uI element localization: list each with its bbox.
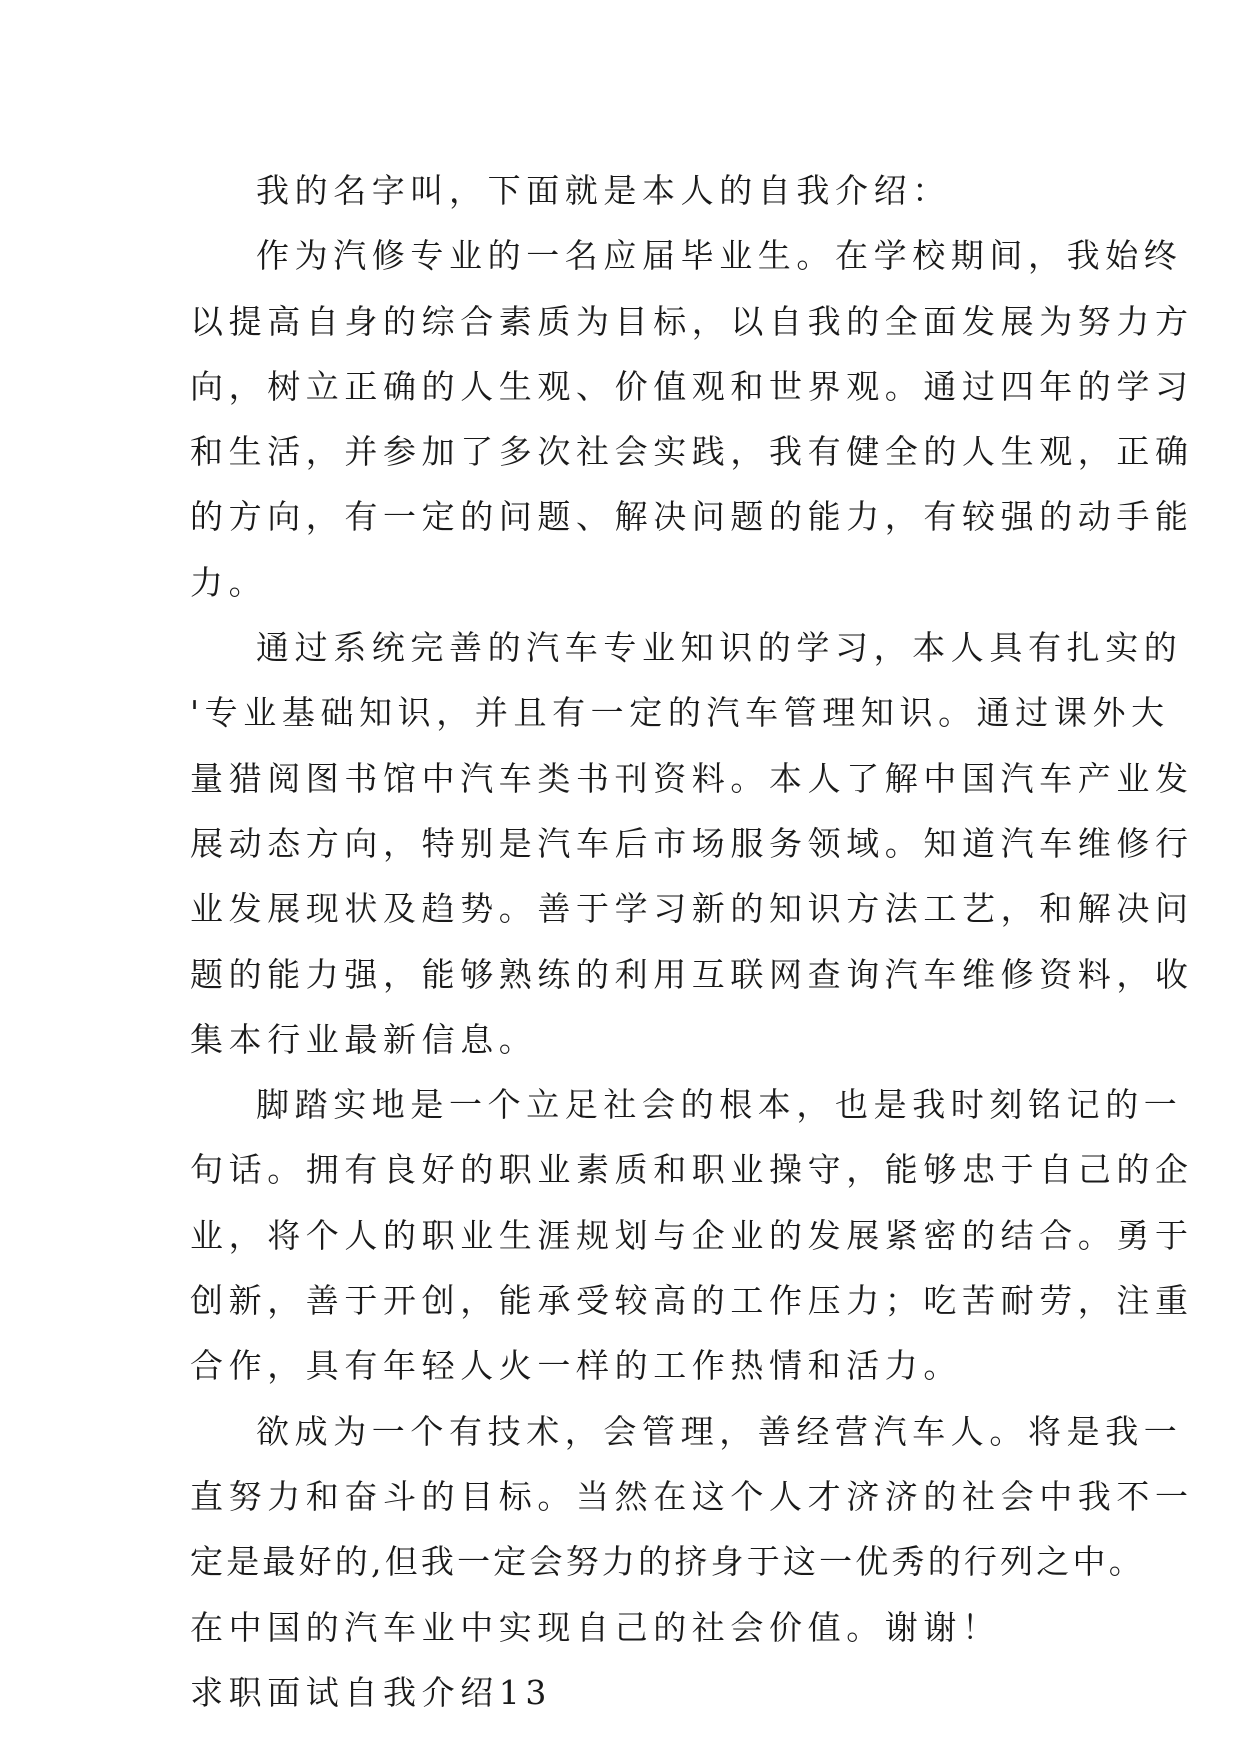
- text-line: 展动态方向，特别是汽车后市场服务领域。知道汽车维修行: [190, 823, 1194, 863]
- text-line: 集本行业最新信息。: [190, 1019, 538, 1059]
- text-line: 欲成为一个有技术，会管理，善经营汽车人。将是我一: [256, 1411, 1183, 1451]
- paragraph-goal: [190, 1399, 1194, 1660]
- text-line: 直努力和奋斗的目标。当然在这个人才济济的社会中我不一: [190, 1476, 1194, 1516]
- text-line: 以提高自身的综合素质为目标，以自我的全面发展为努力方: [190, 301, 1194, 341]
- text-line: 业，将个人的职业生涯规划与企业的发展紧密的结合。勇于: [190, 1215, 1194, 1255]
- paragraph-knowledge: [190, 615, 1194, 1072]
- text-line: 业发展现状及趋势。善于学习新的知识方法工艺，和解决问: [190, 889, 1194, 929]
- text-line: 合作，具有年轻人火一样的工作热情和活力。: [190, 1346, 962, 1386]
- text-line: 句话。拥有良好的职业素质和职业操守，能够忠于自己的企: [190, 1150, 1194, 1190]
- text-line: 脚踏实地是一个立足社会的根本，也是我时刻铭记的一: [256, 1085, 1183, 1125]
- text-line: 作为汽修专业的一名应届毕业生。在学校期间，我始终: [256, 236, 1183, 276]
- paragraph-intro: [190, 158, 1070, 223]
- paragraph-character: [190, 1072, 1194, 1398]
- paragraph-education: [190, 223, 1194, 615]
- text-line: 题的能力强，能够熟练的利用互联网查询汽车维修资料，收: [190, 954, 1194, 994]
- text-line: 的方向，有一定的问题、解决问题的能力，有较强的动手能: [190, 497, 1194, 537]
- next-section-heading: 求职面试自我介绍13: [190, 1672, 552, 1712]
- text-line: '专业基础知识，并且有一定的汽车管理知识。通过课外大: [190, 693, 1170, 733]
- document-body: [190, 158, 1194, 1725]
- text-line: 和生活，并参加了多次社会实践，我有健全的人生观，正确: [190, 432, 1194, 472]
- text-line: 我的名字叫，下面就是本人的自我介绍：: [256, 171, 951, 210]
- text-line: 力。: [190, 562, 268, 602]
- text-line: 创新，善于开创，能承受较高的工作压力；吃苦耐劳，注重: [190, 1281, 1194, 1321]
- text-line: 量猎阅图书馆中汽车类书刊资料。本人了解中国汽车产业发: [190, 758, 1194, 798]
- text-line: 在中国的汽车业中实现自己的社会价值。谢谢！: [190, 1607, 1001, 1647]
- text-line: 通过系统完善的汽车专业知识的学习，本人具有扎实的: [256, 628, 1183, 668]
- text-line: 定是最好的,但我一定会努力的挤身于这一优秀的行列之中。: [190, 1542, 1145, 1582]
- text-line: 向，树立正确的人生观、价值观和世界观。通过四年的学习: [190, 366, 1194, 406]
